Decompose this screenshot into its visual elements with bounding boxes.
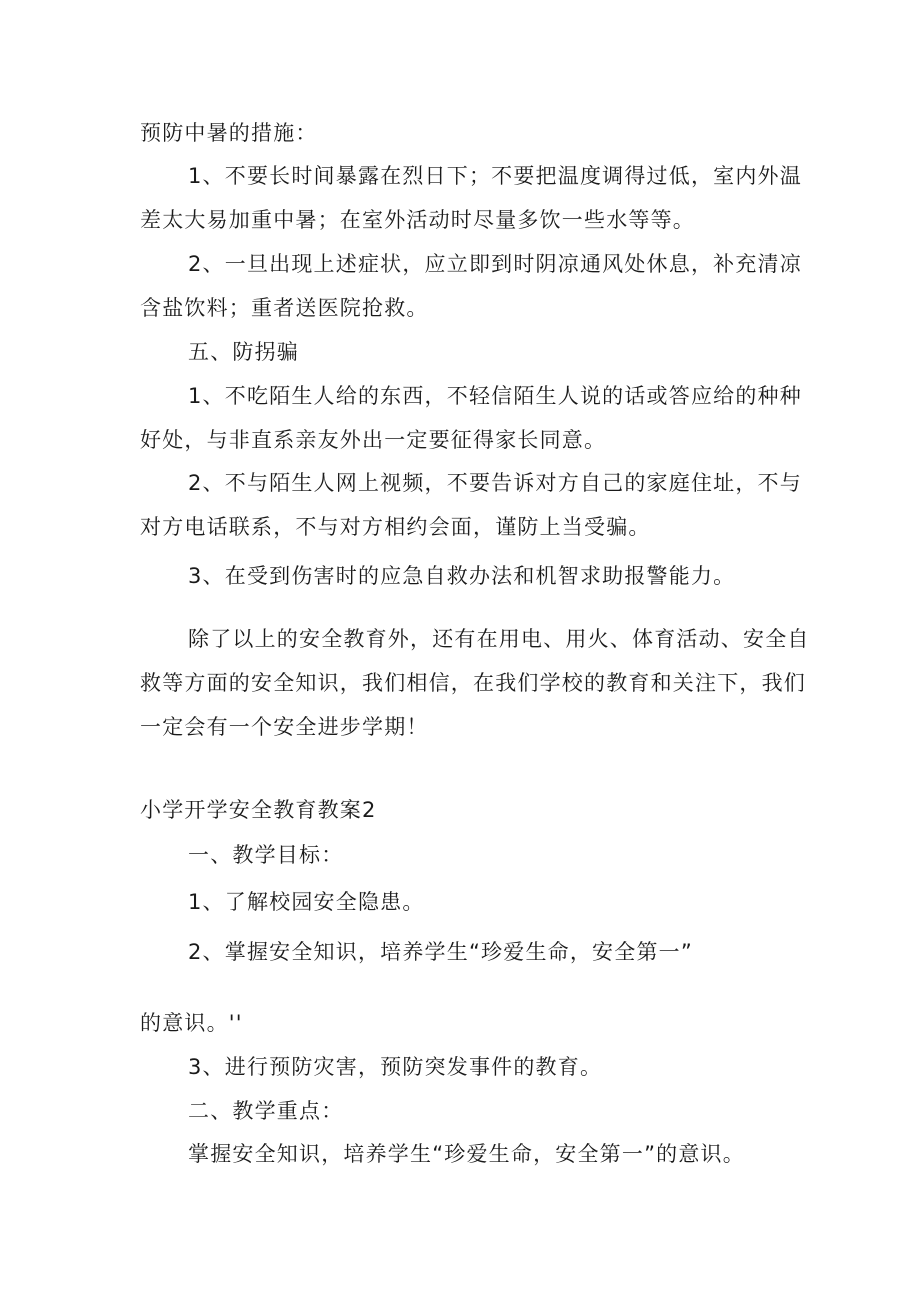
line-goal-3: 3、进行预防灾害，预防突发事件的教育。	[188, 1055, 603, 1079]
line-abduction-item2-b: 对方电话联系，不与对方相约会面，谨防上当受骗。	[140, 515, 651, 539]
line-abduction-item1-a: 1、不吃陌生人给的东西，不轻信陌生人说的话或答应给的种种	[188, 384, 802, 408]
line-summary-a: 除了以上的安全教育外，还有在用电、用火、体育活动、安全自	[188, 627, 810, 651]
line-summary-c: 一定会有一个安全进步学期！	[140, 715, 429, 739]
line-goal-1: 1、了解校园安全隐患。	[188, 890, 425, 914]
line-heat-item1-a: 1、不要长时间暴露在烈日下；不要把温度调得过低，室内外温	[188, 164, 802, 188]
line-abduction-item2-a: 2、不与陌生人网上视频，不要告诉对方自己的家庭住址，不与	[188, 471, 802, 495]
line-abduction-item1-b: 好处，与非直系亲友外出一定要征得家长同意。	[140, 428, 607, 452]
line-heat-item1-b: 差太大易加重中暑；在室外活动时尽量多饮一些水等等。	[140, 208, 695, 232]
line-section5-heading: 五、防拐骗	[188, 340, 299, 364]
line-teaching-goals-heading: 一、教学目标：	[188, 843, 344, 867]
line-goal-2-continued: 的意识。''	[140, 1011, 243, 1035]
lesson-plan-2-title: 小学开学安全教育教案2	[140, 798, 377, 822]
line-heat-measures-heading: 预防中暑的措施：	[140, 121, 318, 145]
line-heat-item2-a: 2、一旦出现上述症状，应立即到时阴凉通风处休息，补充清凉	[188, 252, 802, 276]
line-goal-2: 2、掌握安全知识，培养学生“珍爱生命，安全第一”	[188, 940, 693, 964]
line-abduction-item3: 3、在受到伤害时的应急自救办法和机智求助报警能力。	[188, 564, 736, 588]
line-heat-item2-b: 含盐饮料；重者送医院抢救。	[140, 296, 429, 320]
line-teaching-focus-content: 掌握安全知识，培养学生“珍爱生命，安全第一”的意识。	[188, 1142, 745, 1166]
line-summary-b: 救等方面的安全知识，我们相信，在我们学校的教育和关注下，我们	[140, 671, 806, 695]
line-teaching-focus-heading: 二、教学重点：	[188, 1099, 344, 1123]
